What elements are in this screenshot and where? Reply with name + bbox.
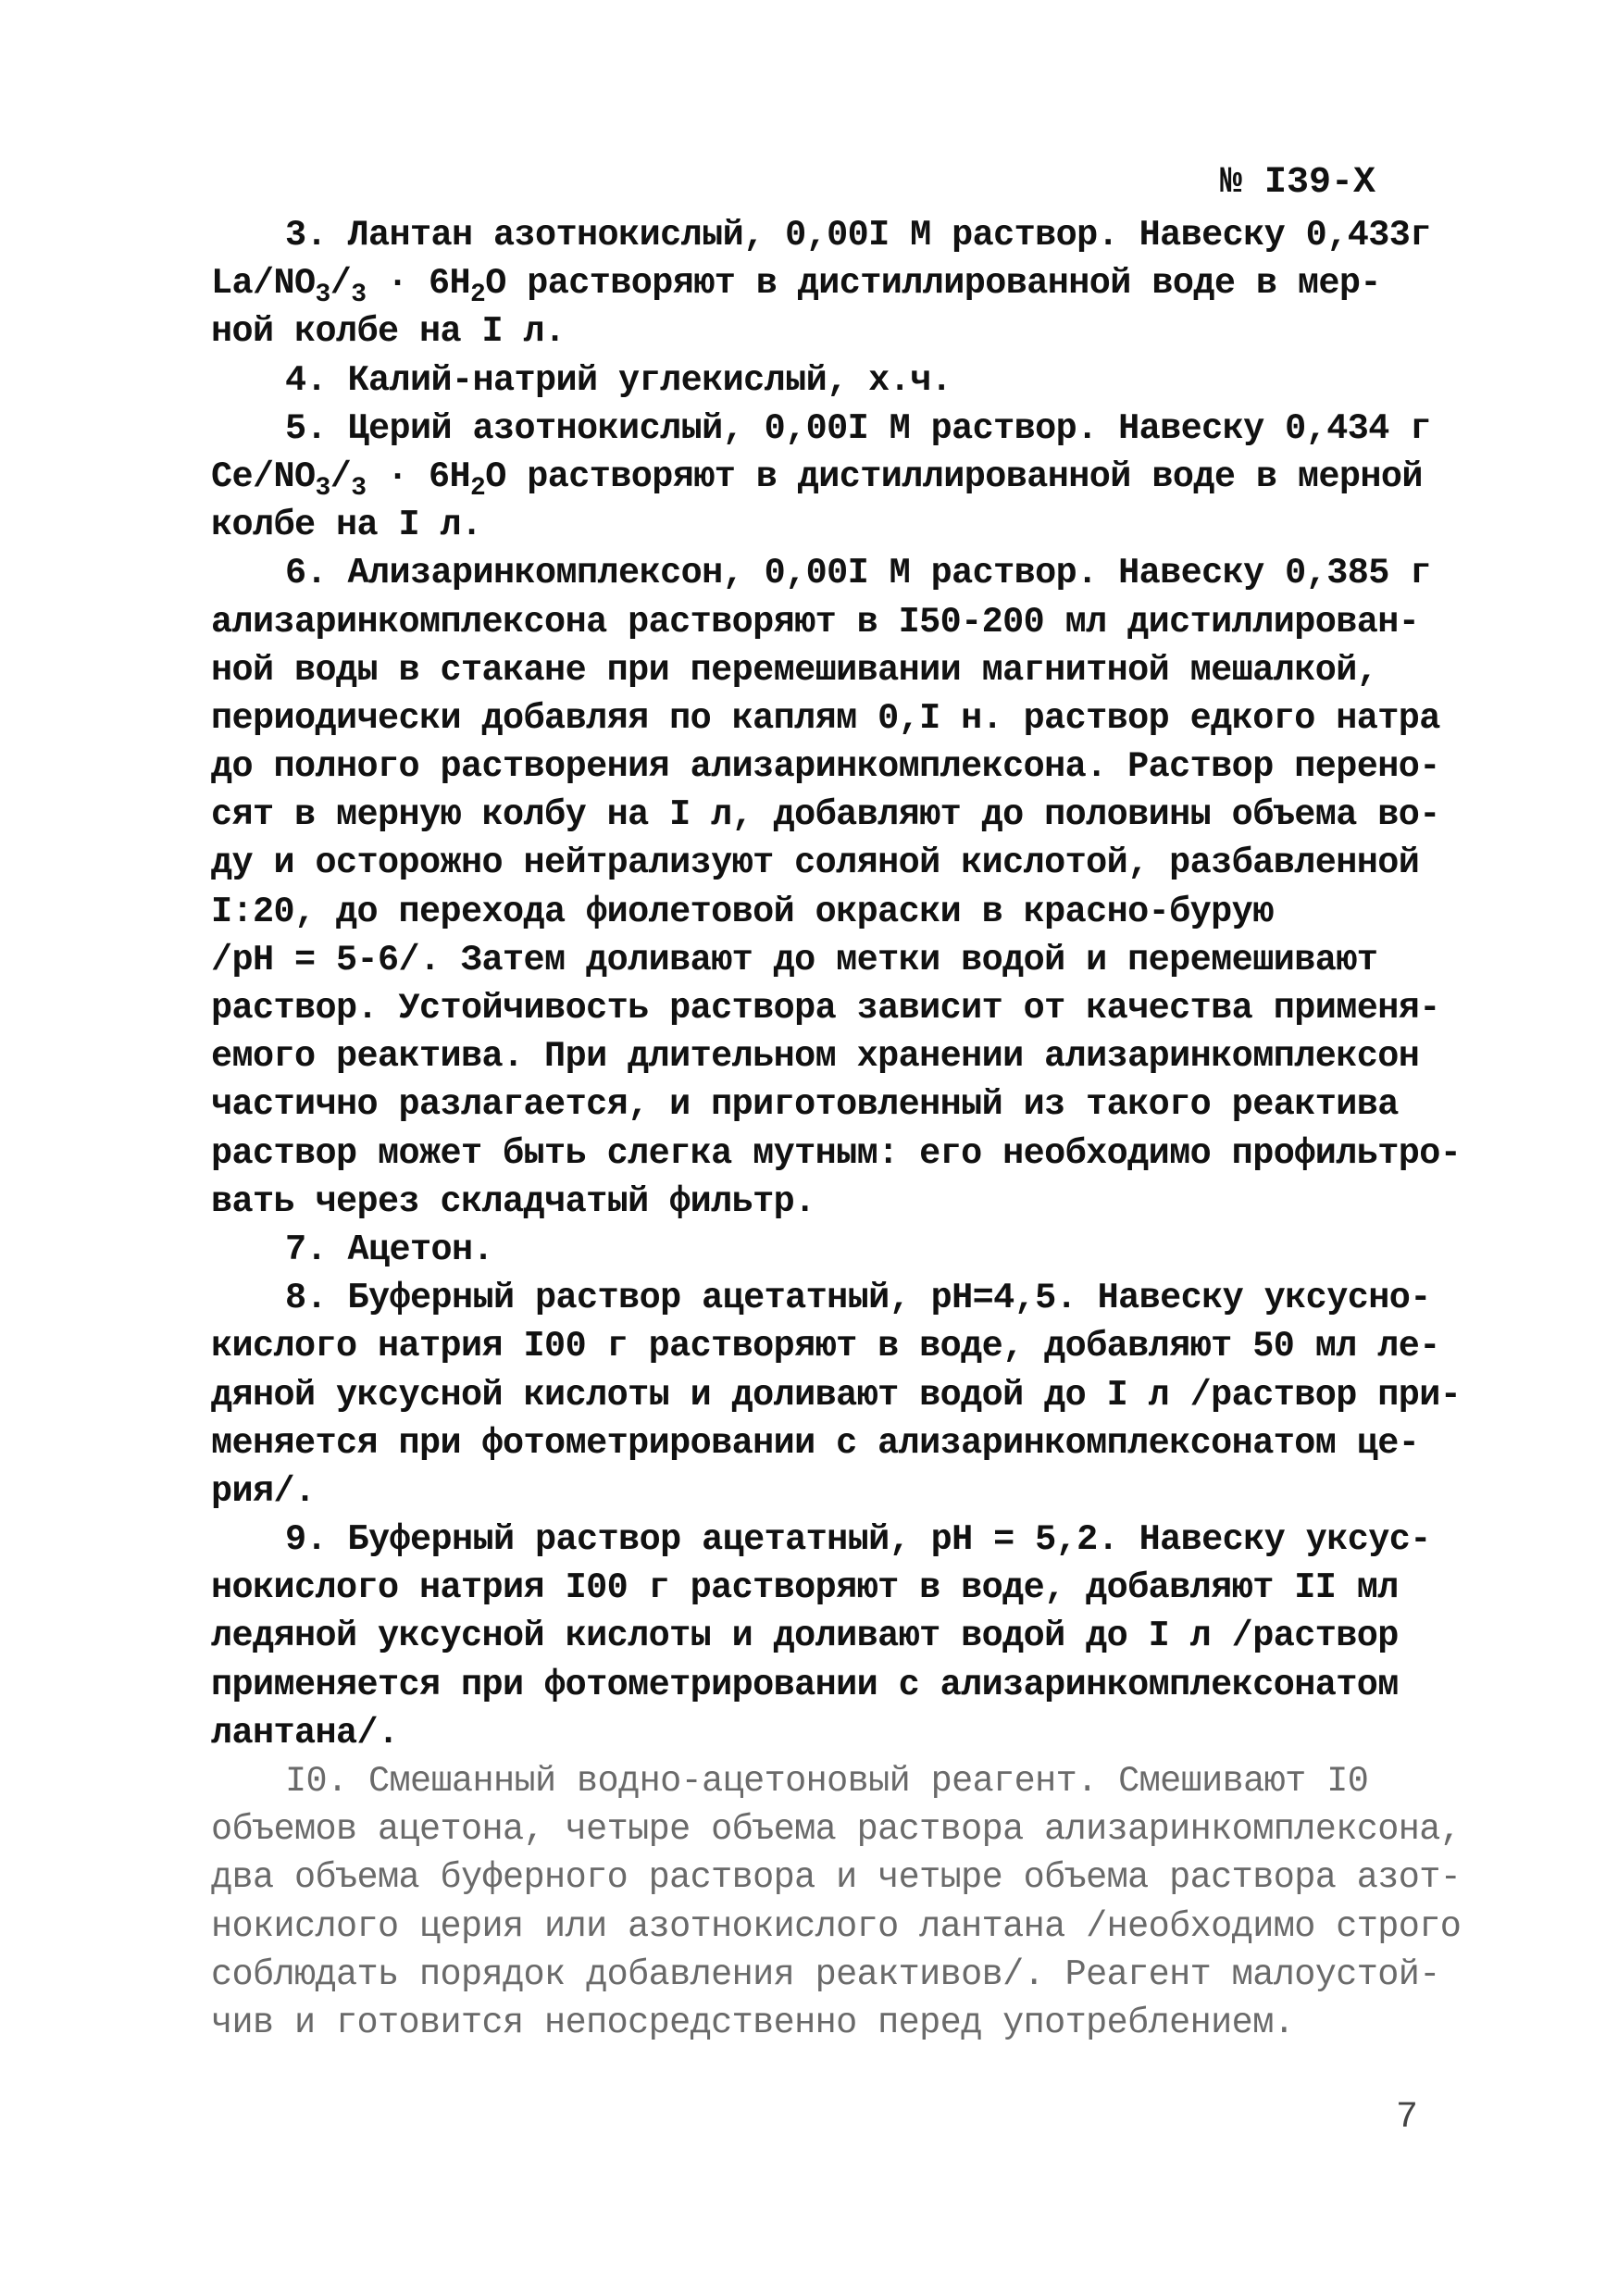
p9-line-5: лантана/.	[211, 1712, 399, 1753]
p5-line-2: $Ce/NO_3/_3 \cdot 6H_2O$ растворяют в дистиллированной воде в мерной	[211, 455, 1423, 503]
p6-line-12: частично разлагается, и приготовленный из такого реактива	[211, 1084, 1399, 1126]
document-number: № I39-X	[1220, 162, 1376, 204]
p8-line-4: меняется при фотометрировании с ализаринкомплексонатом це-	[211, 1422, 1420, 1464]
p8-line-5: рия/.	[211, 1470, 316, 1512]
p6-line-10: раствор. Устойчивость раствора зависит от качества применя-	[211, 988, 1440, 1029]
p6-line-8: I:20, до перехода фиолетовой окраски в красно-бурую	[211, 891, 1274, 932]
p9-line-1: 9. Буферный раствор ацетатный, pH = 5,2. Навеску уксус-	[285, 1519, 1431, 1561]
p8-line-3: дяной уксусной кислоты и доливают водой до I л /раствор при-	[211, 1374, 1462, 1416]
p10-line-2: объемов ацетона, четыре объема раствора ализаринкомплексона,	[211, 1809, 1462, 1851]
p6-line-7: ду и осторожно нейтрализуют соляной кислотой, разбавленной	[211, 842, 1420, 884]
p6-line-11: емого реактива. При длительном хранении ализаринкомплексон	[211, 1036, 1420, 1078]
p8-line-1: 8. Буферный раствор ацетатный, pH=4,5. Навеску уксусно-	[285, 1278, 1431, 1319]
p6-line-6: сят в мерную колбу на I л, добавляют до половины объема во-	[211, 794, 1440, 836]
p10-line-3: два объема буферного раствора и четыре объема раствора азот-	[211, 1857, 1462, 1899]
p3-line-3: ной колбе на I л.	[211, 311, 566, 353]
p3-line-1: 3. Лантан азотнокислый, 0,00I M раствор. Навеску 0,433г	[285, 215, 1431, 256]
p10-line-1: I0. Смешанный водно-ацетоновый реагент. Смешивают I0	[285, 1761, 1369, 1802]
p10-line-4: нокислого церия или азотнокислого лантана /необходимо строго	[211, 1905, 1462, 1947]
p7-line-1: 7. Ацетон.	[285, 1229, 494, 1270]
p9-line-4: применяется при фотометрировании с ализаринкомплексонатом	[211, 1664, 1399, 1705]
p5-line-1: 5. Церий азотнокислый, 0,00I M раствор. Навеску 0,434 г	[285, 407, 1431, 449]
p6-line-3: ной воды в стакане при перемешивании магнитной мешалкой,	[211, 649, 1378, 691]
p6-line-4: периодически добавляя по каплям 0,I н. раствор едкого натра	[211, 697, 1440, 739]
p6-line-9: /pH = 5-6/. Затем доливают до метки водой и перемешивают	[211, 939, 1378, 980]
p6-line-14: вать через складчатый фильтр.	[211, 1180, 815, 1222]
p6-line-2: ализаринкомплексона растворяют в I50-200 мл дистиллирован-	[211, 601, 1420, 643]
document-body	[211, 211, 1462, 2047]
p10-line-5: соблюдать порядок добавления реактивов/. Реагент малоустой-	[211, 1953, 1440, 1995]
page-number: 7	[1396, 2097, 1419, 2139]
p9-line-2: нокислого натрия I00 г растворяют в воде, добавляют II мл	[211, 1567, 1399, 1609]
p10-line-6: чив и готовится непосредственно перед употреблением.	[211, 2002, 1295, 2043]
p6-line-5: до полного растворения ализаринкомплексона. Раствор перено-	[211, 746, 1440, 788]
p6-line-13: раствор может быть слегка мутным: его необходимо профильтро-	[211, 1132, 1462, 1174]
p3-line-2: $La/NO_3/_3 \cdot 6H_2O$ растворяют в дистиллированной воде в мер-	[211, 263, 1381, 310]
p5-line-3: колбе на I л.	[211, 505, 482, 546]
lanthanum-nitrate-formula: $La/NO_3/_3 \cdot 6H_2O$	[211, 263, 506, 310]
cerium-nitrate-formula: $Ce/NO_3/_3 \cdot 6H_2O$	[211, 455, 506, 503]
p9-line-3: ледяной уксусной кислоты и доливают водой до I л /раствор	[211, 1616, 1399, 1657]
p8-line-2: кислого натрия I00 г растворяют в воде, добавляют 50 мл ле-	[211, 1326, 1440, 1367]
p6-line-1: 6. Ализаринкомплексон, 0,00I M раствор. Навеску 0,385 г	[285, 553, 1431, 594]
p4-line-1: 4. Калий-натрий углекислый, х.ч.	[285, 359, 952, 401]
